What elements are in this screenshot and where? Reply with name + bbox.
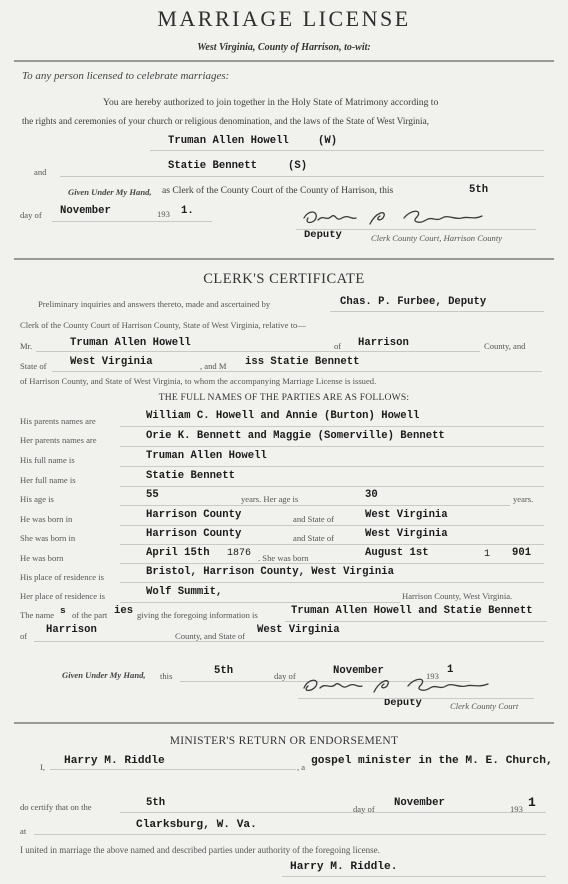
- she-born-year-prefix: 1: [484, 549, 491, 560]
- county-and-text: County, and: [484, 341, 526, 351]
- clerk-caption-1: Clerk County Court, Harrison County: [371, 233, 503, 243]
- groom-line: [150, 150, 544, 151]
- bride-name: Statie Bennett: [168, 160, 258, 172]
- years-her-age-text: years. Her age is: [241, 494, 299, 504]
- cert-day: 5th: [214, 665, 234, 677]
- bride-line: [60, 176, 544, 177]
- mr-label: Mr.: [20, 341, 33, 351]
- ceremony-month: November: [394, 797, 445, 809]
- mr-name: Truman Allen Howell: [70, 337, 191, 349]
- his-age: 55: [146, 489, 159, 501]
- info-county-line: [34, 641, 544, 642]
- she-born-state: West Virginia: [365, 528, 448, 540]
- her-parents: Orie K. Bennett and Maggie (Somerville) Bennett: [146, 430, 445, 442]
- giving-info-label: giving the foregoing information is: [137, 610, 258, 620]
- ceremony-place-line: [34, 834, 546, 835]
- header-rule: [14, 60, 554, 62]
- mr-line: [36, 351, 480, 352]
- day-of-label-2: day of: [274, 671, 296, 681]
- her-residence-suffix: Harrison County, West Virginia.: [402, 591, 513, 601]
- as-clerk-text: as Clerk of the County Court of the County of Harrison, this: [162, 185, 394, 196]
- his-residence-line: [120, 582, 544, 583]
- to-any-person: To any person licensed to celebrate marriages:: [22, 70, 230, 82]
- groom-name: Truman Allen Howell: [168, 135, 289, 147]
- section-divider-1: [14, 258, 554, 260]
- at-label: at: [20, 826, 27, 836]
- minister-name: Harry M. Riddle: [64, 755, 165, 767]
- cert-year-suffix: 1: [447, 664, 454, 676]
- mr-county: Harrison: [358, 337, 409, 349]
- his-parents-label: His parents names are: [20, 416, 96, 426]
- she-born-in-line: [120, 544, 544, 545]
- his-residence: Bristol, Harrison County, West Virginia: [146, 566, 394, 578]
- of-the-part-label: of the part: [72, 610, 108, 620]
- he-born-state: West Virginia: [365, 509, 448, 521]
- he-born-year: 1876: [227, 548, 252, 559]
- born-date-line: [120, 563, 544, 564]
- issued-text: of Harrison County, and State of West Virginia, to whom the accompanying Marriage License is issued.: [20, 376, 377, 386]
- ceremony-day: 5th: [146, 797, 166, 809]
- ceremony-date-line: [120, 812, 546, 813]
- given-under-hand-1: Given Under My Hand,: [68, 187, 152, 197]
- minister-name-line: [50, 769, 296, 770]
- his-full-line: [120, 466, 544, 467]
- clerk-relative-text: Clerk of the County Court of Harrison County, State of West Virginia, relative to—: [20, 320, 306, 330]
- his-full-name: Truman Allen Howell: [146, 450, 267, 462]
- full-names-heading: THE FULL NAMES OF THE PARTIES ARE AS FOLLOWS:: [158, 392, 410, 403]
- and-label: and: [34, 167, 47, 177]
- deputy-line-2: [298, 698, 534, 699]
- clerk-caption-2: Clerk County Court: [450, 701, 519, 711]
- she-and-state-label: and State of: [293, 533, 335, 543]
- her-residence: Wolf Summit,: [146, 586, 223, 598]
- her-parents-label: Her parents names are: [20, 435, 97, 445]
- her-full-name: Statie Bennett: [146, 470, 236, 482]
- ceremony-year-prefix: 193: [510, 804, 523, 814]
- minister-signature-line: [282, 876, 546, 877]
- deputy-line-1: [296, 229, 536, 230]
- years-label: years.: [513, 494, 534, 504]
- he-born-in: Harrison County: [146, 509, 242, 521]
- license-title: MARRIAGE LICENSE: [157, 6, 411, 31]
- she-born-in: Harrison County: [146, 528, 242, 540]
- he-born-in-line: [120, 525, 544, 526]
- miss-line: [52, 371, 542, 372]
- date-line-1: [52, 221, 212, 222]
- of-label-2: of: [20, 631, 28, 641]
- the-name-label: The name: [20, 610, 55, 620]
- given-under-hand-2: Given Under My Hand,: [62, 670, 146, 680]
- united-text: I united in marriage the above named and described parties under authority of the foregoing license.: [20, 845, 380, 855]
- her-full-line: [120, 486, 544, 487]
- his-age-label: His age is: [20, 494, 54, 504]
- part-ies: ies: [114, 605, 134, 617]
- name-plural-s: s: [60, 605, 66, 616]
- preliminary-text: Preliminary inquiries and answers thereto, made and ascertained by: [38, 299, 271, 309]
- state-of-label-mr: State of: [20, 361, 47, 371]
- license-subtitle: West Virginia, County of Harrison, to-wit:: [197, 42, 371, 53]
- his-parents-line: [120, 426, 544, 427]
- her-full-label: Her full name is: [20, 475, 76, 485]
- he-born-label: He was born: [20, 553, 64, 563]
- miss-name: iss Statie Bennett: [245, 356, 360, 368]
- he-born-in-label: He was born in: [20, 514, 73, 524]
- he-and-state-label: and State of: [293, 514, 335, 524]
- i-label: I,: [40, 762, 46, 772]
- minister-role: gospel minister in the M. E. Church,: [311, 755, 553, 767]
- his-residence-label: His place of residence is: [20, 572, 104, 582]
- this-label: this: [160, 671, 173, 681]
- age-line: [120, 505, 510, 506]
- informants: Truman Allen Howell and Statie Bennett: [291, 605, 533, 617]
- of-label-mr: of: [334, 341, 342, 351]
- and-m-text: , and M: [200, 361, 227, 371]
- her-residence-line: [120, 602, 400, 603]
- she-born-in-label: She was born in: [20, 533, 76, 543]
- authorized-line-1: You are hereby authorized to join together in the Holy State of Matrimony according to: [103, 97, 439, 108]
- ceremony-place: Clarksburg, W. Va.: [136, 819, 257, 831]
- ascertained-line: [330, 311, 544, 312]
- deputy-label-1: Deputy: [304, 229, 342, 241]
- ceremony-day-of: day of: [353, 804, 375, 814]
- a-label: , a: [297, 762, 306, 772]
- certify-label: do certify that on the: [20, 802, 92, 812]
- her-parents-line: [120, 446, 544, 447]
- cert-year-prefix: 193: [426, 671, 439, 681]
- info-state: West Virginia: [257, 624, 340, 636]
- certificate-title: CLERK'S CERTIFICATE: [203, 271, 365, 287]
- info-county: Harrison: [46, 624, 97, 636]
- she-born-date: August 1st: [365, 547, 429, 559]
- license-year-suffix: 1.: [181, 205, 194, 217]
- his-parents: William C. Howell and Annie (Burton) Howell: [146, 410, 420, 422]
- cert-month: November: [333, 665, 384, 677]
- her-residence-label: Her place of residence is: [20, 591, 105, 601]
- license-day: 5th: [469, 184, 489, 196]
- ascertained-by: Chas. P. Furbee, Deputy: [340, 296, 487, 308]
- minister-signature: Harry M. Riddle.: [290, 861, 398, 873]
- section-divider-2: [14, 722, 554, 724]
- license-year-prefix: 193: [157, 209, 170, 219]
- day-of-label-1: day of: [20, 210, 42, 220]
- ceremony-year-suffix: 1: [528, 795, 536, 810]
- bride-mark: (S): [288, 160, 308, 172]
- county-state-label: County, and State of: [175, 631, 246, 641]
- she-born-year: 901: [512, 547, 532, 559]
- authorized-line-2: the rights and ceremonies of your church or religious denomination, and the laws of the State of West Virginia,: [22, 116, 429, 126]
- minister-title: MINISTER'S RETURN OR ENDORSEMENT: [169, 735, 399, 747]
- deputy-label-2: Deputy: [384, 697, 422, 709]
- his-full-label: His full name is: [20, 455, 75, 465]
- license-month: November: [60, 205, 111, 217]
- her-age: 30: [365, 489, 378, 501]
- informants-line: [285, 621, 547, 622]
- groom-mark: (W): [318, 135, 338, 147]
- she-born-label: . She was born: [258, 553, 309, 563]
- he-born-date: April 15th: [146, 547, 210, 559]
- mr-state: West Virginia: [70, 356, 153, 368]
